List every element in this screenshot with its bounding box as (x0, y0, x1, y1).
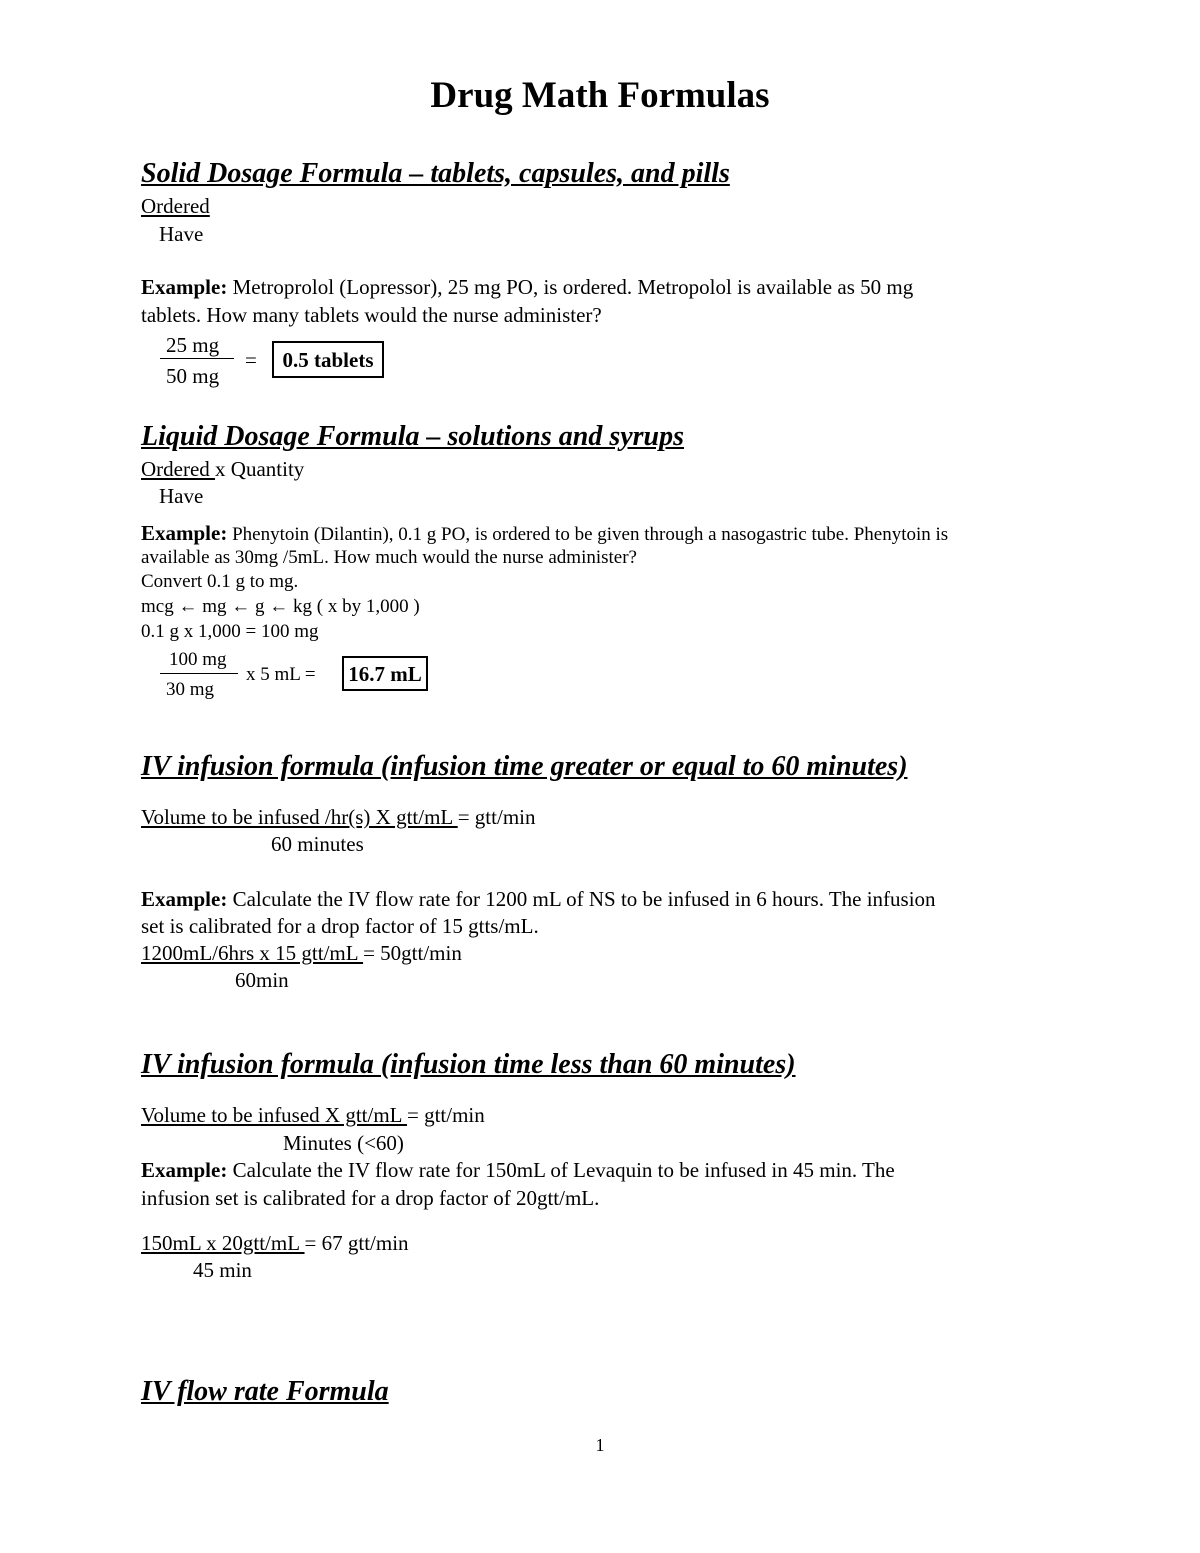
example-label: Example: (141, 275, 228, 299)
example-text: Phenytoin (Dilantin), 0.1 g PO, is ordered to be given through a nasogastric tube. Phenytoin is (227, 524, 949, 545)
solid-formula-numerator: Ordered (141, 194, 210, 218)
solid-example-line-2: tablets. How many tablets would the nurse administer? (141, 303, 602, 327)
iv-short-heading: IV infusion formula (infusion time less than 60 minutes) (141, 1049, 796, 1080)
liquid-calc-multiplier: x 5 mL = (246, 664, 316, 685)
iv-long-example (141, 886, 936, 912)
liquid-units-line: mcg ← mg ← g ← kg ( x by 1,000 ) (141, 596, 420, 617)
iv-short-calc (141, 1230, 409, 1256)
formula-ordered: Ordered (141, 457, 216, 481)
solid-equals: = (245, 348, 257, 372)
example-text: Metroprolol (Lopressor), 25 mg PO, is ordered. Metropolol is available as 50 mg (227, 275, 914, 299)
iv-short-example-line-2: infusion set is calibrated for a drop factor of 20gtt/mL. (141, 1186, 600, 1210)
iv-flow-rate-heading: IV flow rate Formula (141, 1376, 389, 1407)
liquid-example (141, 521, 948, 547)
liquid-conversion-line: 0.1 g x 1,000 = 100 mg (141, 621, 319, 642)
formula-result: = gtt/min (406, 1103, 485, 1127)
example-text: Calculate the IV flow rate for 150mL of Levaquin to be infused in 45 min. The (227, 1158, 895, 1182)
solid-formula-denominator: Have (159, 222, 204, 246)
solid-fraction-bar (160, 358, 234, 359)
formula-numerator: Volume to be infused X gtt/mL (141, 1103, 407, 1127)
iv-short-formula-denominator: Minutes (<60) (283, 1131, 404, 1155)
calc-result: = 50gtt/min (363, 941, 462, 965)
iv-short-calc-denominator: 45 min (193, 1258, 252, 1282)
liquid-fraction-bar (160, 673, 238, 674)
iv-long-example-line-2: set is calibrated for a drop factor of 15 gtts/mL. (141, 914, 539, 938)
solid-calc-numerator: 25 mg (166, 333, 220, 357)
iv-short-example (141, 1157, 895, 1183)
iv-long-heading: IV infusion formula (infusion time greater or equal to 60 minutes) (141, 751, 908, 782)
page-number: 1 (595, 1435, 605, 1455)
liquid-example-line-2: available as 30mg /5mL. How much would the nurse administer? (141, 547, 637, 568)
liquid-calc-numerator: 100 mg (169, 649, 227, 670)
example-label: Example: (141, 1158, 228, 1182)
formula-result: = gtt/min (457, 805, 536, 829)
iv-long-formula-denominator: 60 minutes (271, 832, 364, 856)
formula-numerator: Volume to be infused /hr(s) X gtt/mL (141, 805, 458, 829)
solid-calc-denominator: 50 mg (166, 364, 220, 388)
page-title: Drug Math Formulas (430, 75, 770, 116)
solid-answer-box: 0.5 tablets (272, 341, 384, 378)
liquid-formula-denominator: Have (159, 484, 204, 508)
iv-long-calc (141, 940, 462, 966)
liquid-calc-denominator: 30 mg (166, 679, 215, 700)
calc-result: = 67 gtt/min (304, 1231, 409, 1255)
example-label: Example: (141, 521, 228, 545)
solid-example (141, 274, 913, 300)
iv-long-formula (141, 804, 535, 830)
example-label: Example: (141, 887, 228, 911)
iv-short-formula (141, 1102, 485, 1128)
liquid-convert-line: Convert 0.1 g to mg. (141, 571, 299, 592)
calc-numerator: 1200mL/6hrs x 15 gtt/mL (141, 941, 364, 965)
calc-numerator: 150mL x 20gtt/mL (141, 1231, 305, 1255)
formula-quantity: x Quantity (215, 457, 305, 481)
solid-dosage-heading: Solid Dosage Formula – tablets, capsules, and pills (141, 158, 730, 189)
iv-long-calc-denominator: 60min (235, 968, 289, 992)
liquid-answer-box: 16.7 mL (342, 656, 428, 691)
example-text: Calculate the IV flow rate for 1200 mL of NS to be infused in 6 hours. The infusion (227, 887, 936, 911)
liquid-formula-numerator (141, 456, 304, 482)
liquid-dosage-heading: Liquid Dosage Formula – solutions and syrups (141, 421, 685, 452)
